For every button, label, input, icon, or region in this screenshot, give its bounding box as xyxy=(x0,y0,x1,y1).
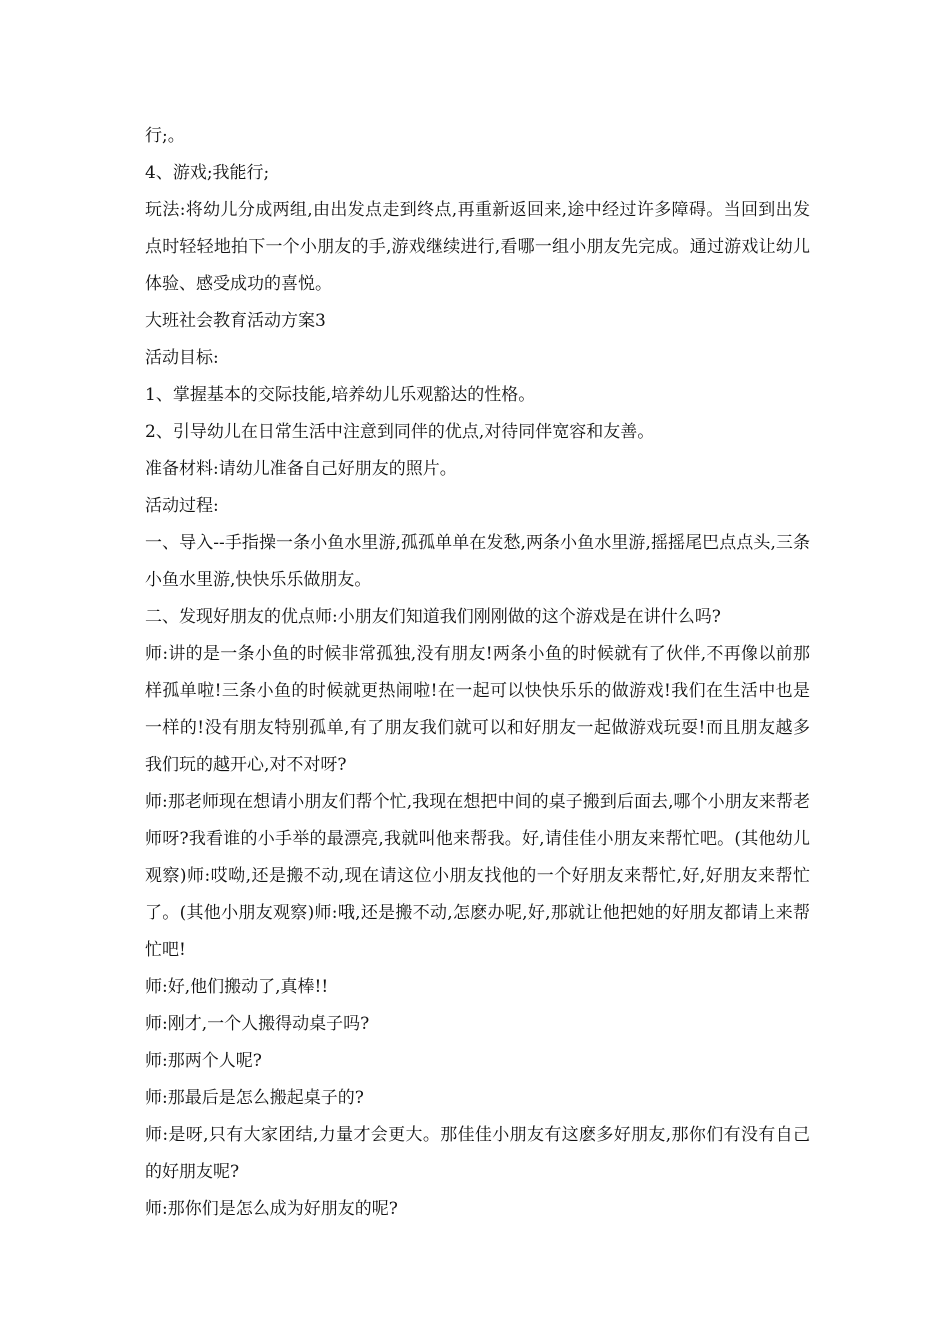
paragraph: 师:那你们是怎么成为好朋友的呢? xyxy=(145,1199,398,1219)
paragraph: 师:是呀,只有大家团结,力量才会更大。那佳佳小朋友有这麽多好朋友,那你们有没有自己的好朋友呢? xyxy=(145,1125,810,1182)
paragraph: 玩法:将幼儿分成两组,由出发点走到终点,再重新返回来,途中经过许多障碍。当回到出发点时轻轻地拍下一个小朋友的手,游戏继续进行,看哪一组小朋友先完成。通过游戏让幼儿体验、感受成功的喜悦。 xyxy=(145,200,810,294)
paragraph: 活动过程: xyxy=(145,496,219,516)
paragraph: 师:刚才,一个人搬得动桌子吗? xyxy=(145,1014,370,1034)
paragraph: 4、游戏;我能行; xyxy=(145,163,270,183)
paragraph: 准备材料:请幼儿准备自己好朋友的照片。 xyxy=(145,459,457,479)
paragraph: 活动目标: xyxy=(145,348,219,368)
paragraph: 师:好,他们搬动了,真棒!! xyxy=(145,977,329,997)
paragraph: 2、引导幼儿在日常生活中注意到同伴的优点,对待同伴宽容和友善。 xyxy=(145,422,655,442)
paragraph: 师:那两个人呢? xyxy=(145,1051,262,1071)
section-heading: 大班社会教育活动方案3 xyxy=(145,311,326,331)
paragraph: 一、导入--手指操一条小鱼水里游,孤孤单单在发愁,两条小鱼水里游,摇摇尾巴点点头,三条小鱼水里游,快快乐乐做朋友。 xyxy=(145,533,810,590)
paragraph: 师:那老师现在想请小朋友们帮个忙,我现在想把中间的桌子搬到后面去,哪个小朋友来帮老师呀?我看谁的小手举的最漂亮,我就叫他来帮我。好,请佳佳小朋友来帮忙吧。(其他幼儿观察)师:哎呦,还是搬不动,现在请这位小朋友找他的一个好朋友来帮忙,好,好朋友来帮忙了。(其他小朋友观察)师:哦,还是搬不动,怎麽办呢,好,那就让他把她的好朋友都请上来帮忙吧! xyxy=(145,792,810,960)
paragraph: 行;。 xyxy=(145,126,185,146)
paragraph: 师:那最后是怎么搬起桌子的? xyxy=(145,1088,364,1108)
paragraph: 二、发现好朋友的优点师:小朋友们知道我们刚刚做的这个游戏是在讲什么吗? xyxy=(145,607,721,627)
paragraph: 师:讲的是一条小鱼的时候非常孤独,没有朋友!两条小鱼的时候就有了伙伴,不再像以前那样孤单啦!三条小鱼的时候就更热闹啦!在一起可以快快乐乐的做游戏!我们在生活中也是一样的!没有朋友特别孤单,有了朋友我们就可以和好朋友一起做游戏玩耍!而且朋友越多我们玩的越开心,对不对呀? xyxy=(145,644,810,775)
document-body xyxy=(145,118,810,1228)
paragraph: 1、掌握基本的交际技能,培养幼儿乐观豁达的性格。 xyxy=(145,385,536,405)
